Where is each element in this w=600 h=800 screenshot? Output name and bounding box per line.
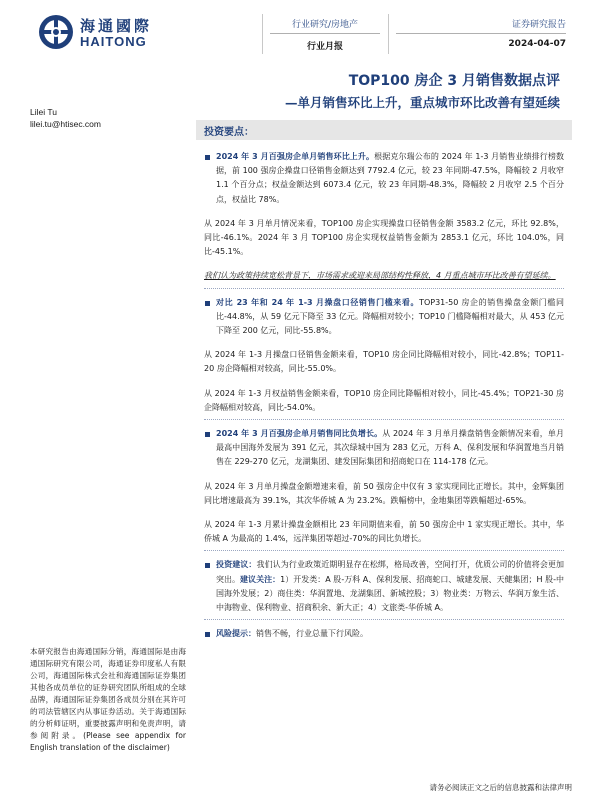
header-divider [262,14,263,54]
divider [204,288,564,290]
report-title: TOP100 房企 3 月销售数据点评 [348,73,560,89]
bullet-text: 我们认为行业政策近期明显存在松绑，格局改善，空间打开，优质公司的价值将会更加突出。 [216,560,565,584]
logo-english-text: HAITONG [80,34,147,49]
report-date: 2024-04-07 [508,39,566,49]
bullet-paragraph [204,427,564,470]
bullet-text: TOP31-50 房企的销售操盘金额门槛同比-44.8%，从 59 亿元下降至 33 亿元。降幅相对较小；TOP10 门槛降幅相对最大，从 453 亿元下降至 200 亿元，同比-55.8%。 [216,297,564,336]
section-title: 投资要点： [204,127,254,138]
bullet-text: 从 2024 年 3 月单月操盘销售金额情况来看，单月最高中国海外发展为 391 亿元，其次绿城中国为 283 亿元，万科 A、保利发展和华润置地当月销售在 229-270 亿元，龙湖集团、建发国际集团和招商蛇口在 114-178 亿元。 [216,429,565,467]
haitong-logo-icon [38,14,74,50]
bullet-paragraph [204,150,564,207]
paragraph: 从 2024 年 1-3 月权益销售金额来看，TOP10 房企同比降幅相对较小，同比-45.4%；TOP21-30 房企降幅相对较高，同比-54.0%。 [204,388,564,412]
section-banner [196,120,572,140]
haitong-logo [38,14,208,54]
bullet-heading: 2024 年 3 月百强房企单月销售同比负增长。 [216,429,383,439]
focus-text: 1）开发类：A 股-万科 A、保利发展、招商蛇口、城建发展、天健集团；H 股-中国海外发展；2）商住类：华润置地、龙湖集团、新城控股；3）物业类：万物云、华润万象生活、中海物业、保利物业、招商积余、新大正；4）文旅类-华侨城 A。 [216,574,565,613]
bullet-text: 销售不畅，行业总量下行风险。 [256,629,368,639]
bullet-heading: 风险提示： [216,629,256,639]
bullet-paragraph [204,296,564,339]
paragraph: 从 2024 年 1-3 月操盘口径销售金额来看，TOP10 房企同比降幅相对较小，同比-42.8%；TOP11-20 房企降幅相对较高，同比-55.0%。 [204,350,564,374]
report-label: 证券研究报告 [511,20,566,30]
report-body [204,150,564,641]
bullet-text: 根据克尔瑞公布的 2024 年 1-3 月销售业绩排行榜数据，前 100 强房企操盘口径销售金额达到 7792.4 亿元，较 23 年同期-47.5%，降幅较 2 月收窄 1.1 个百分点；权益金额达到 6073.4 亿元，较 23 年同期-48.3%，降幅较 2 月收窄 2.5 个百分点，权益比 78%。 [216,152,564,204]
divider [204,419,564,421]
divider [204,619,564,621]
report-category: 行业研究/房地产 [291,20,359,30]
paragraph: 从 2024 年 3 月单月情况来看，TOP100 房企实现操盘口径销售金额 3583.2 亿元，环比 92.8%，同比-46.1%。2024 年 3 月 TOP100 房企实现权益销售金额为 2853.1 亿元，环比 104.0%，同比-45.1%。 [204,218,564,257]
focus-heading: 建议关注： [240,574,281,584]
bullet-paragraph [204,558,564,615]
logo-chinese-text: 海通國際 [80,17,153,35]
author-email[interactable]: lilei.tu@htisec.com [30,119,101,129]
bullet-heading: 2024 年 3 月百强房企单月销售环比上升。 [216,152,375,161]
paragraph-emphasis: 我们认为政策持续宽松背景下，市场需求或迎来局部结构性释放，4 月重点城市环比改善有望延续。 [204,271,556,281]
footer-disclaimer: 请务必阅读正文之后的信息披露和法律声明 [429,783,572,792]
bullet-heading: 对比 23 年和 24 年 1-3 月操盘口径销售门槛来看。 [216,297,420,307]
sidebar-disclaimer: 本研究报告由海通国际分销，海通国际是由海通国际研究有限公司，海通证券印度私人有限公司，海通国际株式会社和海通国际证券集团其他各成员单位的证券研究团队所组成的全球品牌，海通国际证券集团各成员分别在其许可的司法管辖区内从事证券活动。关于海通国际的分析师证明，重要披露声明和免责声明，请参阅附录。(Please see appendix for English translation of the disclaimer) [30,647,186,752]
divider [204,550,564,552]
paragraph: 从 2024 年 1-3 月累计操盘金额相比 23 年同期值来看，前 50 强房企中 1 家实现正增长。其中，华侨城 A 为最高的 1.4%，远洋集团等超过-70%的同比负增长。 [204,520,564,544]
report-type: 行业月报 [306,42,343,52]
author-block [30,106,101,130]
header-rule [396,33,566,34]
header-rule [270,33,380,34]
bullet-paragraph [204,627,564,641]
author-name: Lilei Tu [30,107,57,117]
paragraph: 从 2024 年 3 月单月操盘金额增速来看，前 50 强房企中仅有 3 家实现同比正增长。其中，金辉集团同比增速最高为 39.1%，其次华侨城 A 为 23.2%。跌幅榜中，金地集团等跌幅超过-65%。 [204,481,564,505]
header-divider [388,14,389,54]
bullet-heading: 投资建议： [216,560,257,570]
report-subtitle: —单月销售环比上升，重点城市环比改善有望延续 [284,95,560,110]
